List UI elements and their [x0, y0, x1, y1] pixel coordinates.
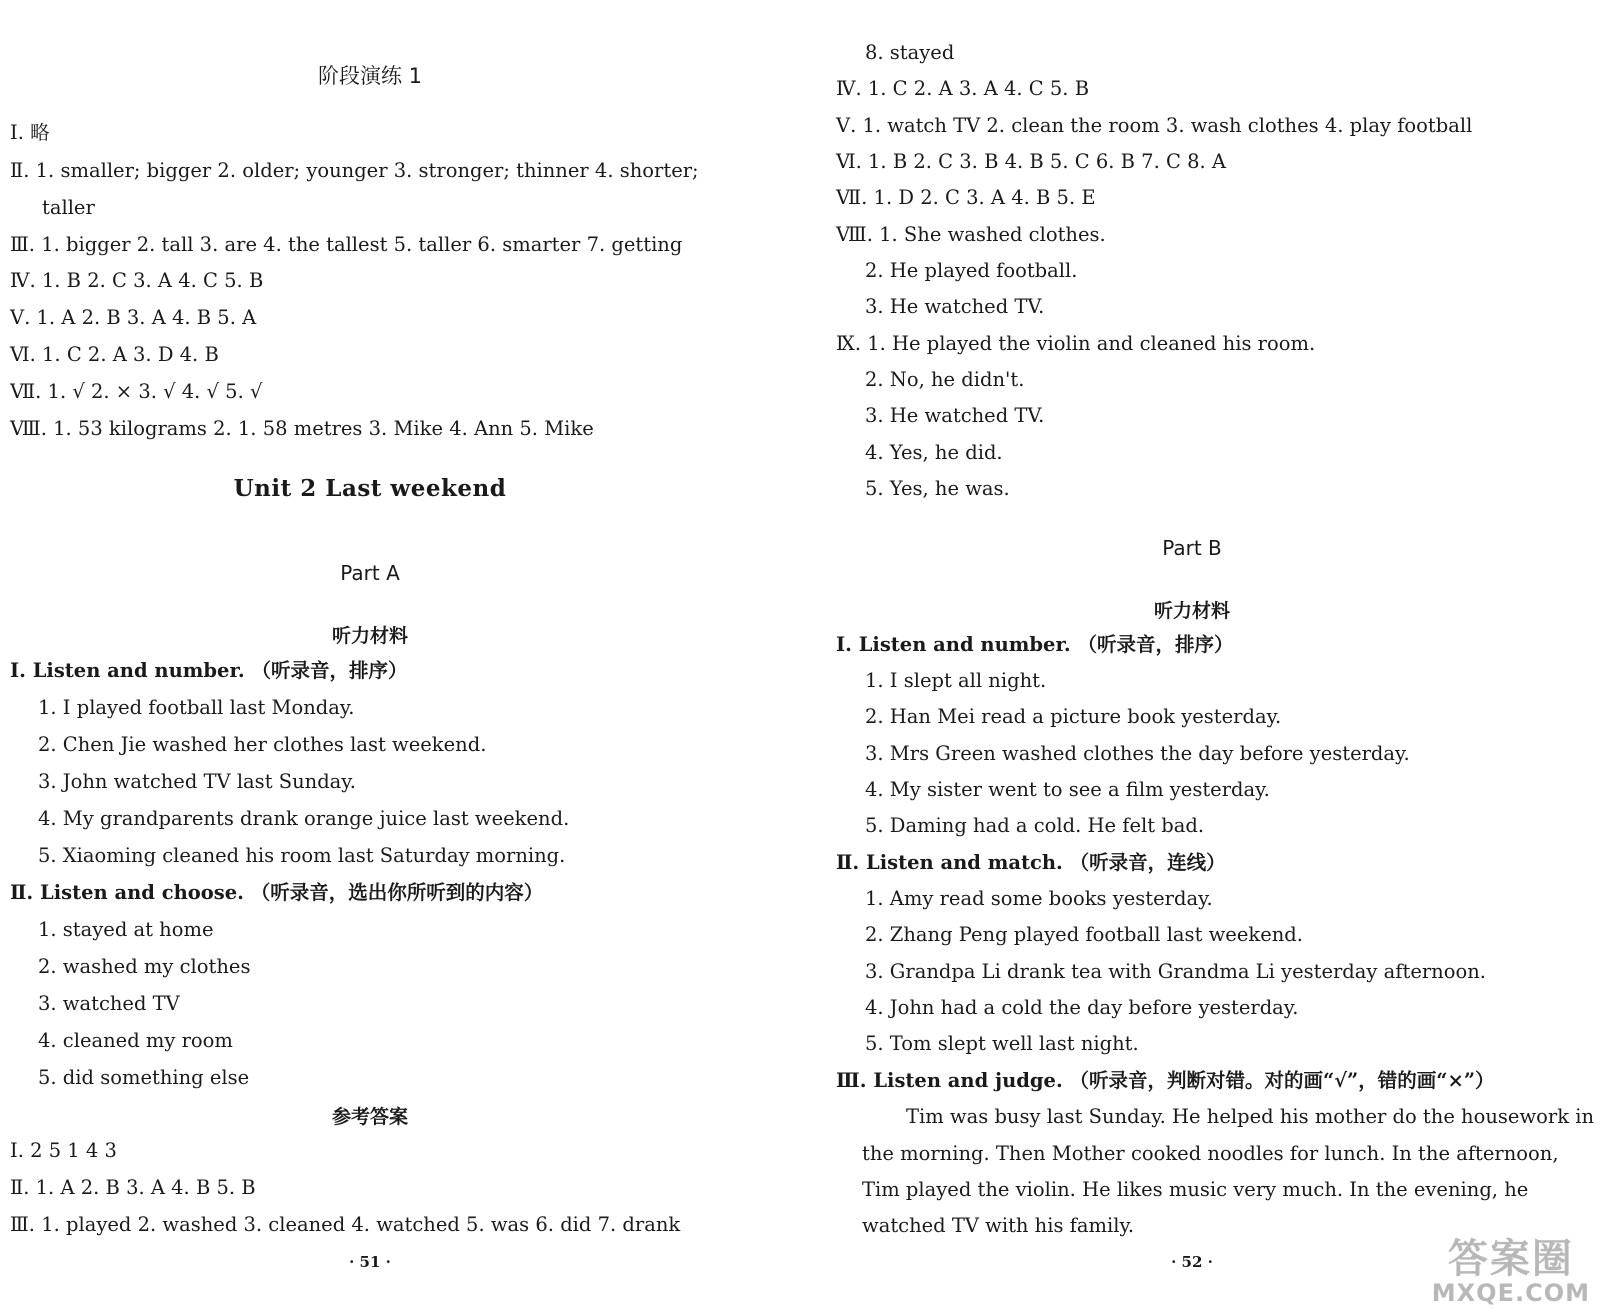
watermark-text: 答案圈 [1447, 1236, 1574, 1282]
stage-title: 阶段演练 1 [317, 64, 423, 88]
part-a-title: Part A [340, 561, 400, 585]
stage-answer-line: Ⅳ. 1. B 2. C 3. A 4. C 5. B [10, 269, 264, 292]
list-item: 4. cleaned my room [38, 1029, 233, 1052]
list-item: 4. John had a cold the day before yesterday. [865, 996, 1299, 1019]
section-heading: Ⅱ. Listen and choose. （听录音，选出你所听到的内容） [10, 881, 544, 904]
answer-line: 8. stayed [865, 41, 955, 64]
list-item: 1. Amy read some books yesterday. [865, 887, 1213, 910]
stage-answer-line: Ⅲ. 1. bigger 2. tall 3. are 4. the tallest 5. taller 6. smarter 7. getting [10, 233, 683, 256]
unit-title: Unit 2 Last weekend [233, 475, 507, 502]
answer-line: Ⅰ. 2 5 1 4 3 [10, 1139, 117, 1162]
answer-line: 4. Yes, he did. [865, 441, 1003, 464]
listening-title-a: 听力材料 [331, 625, 408, 647]
watermark-url: MXQE.COM [1431, 1279, 1590, 1307]
answer-line: Ⅷ. 1. She washed clothes. [836, 223, 1106, 246]
section-heading: Ⅱ. Listen and match. （听录音，连线） [836, 851, 1226, 874]
list-item: 1. stayed at home [38, 918, 214, 941]
list-item: 5. Daming had a cold. He felt bad. [865, 814, 1205, 837]
list-item: 1. I played football last Monday. [38, 696, 355, 719]
passage-line: Tim was busy last Sunday. He helped his mother do the housework in [906, 1105, 1595, 1128]
stage-answer-line: Ⅱ. 1. smaller; bigger 2. older; younger 3. stronger; thinner 4. shorter; [10, 159, 699, 182]
page-number-left: · 51 · [349, 1253, 391, 1271]
answer-line: Ⅶ. 1. D 2. C 3. A 4. B 5. E [836, 186, 1096, 209]
section-heading: Ⅰ. Listen and number. （听录音，排序） [836, 633, 1234, 656]
list-item: 2. Chen Jie washed her clothes last weekend. [38, 733, 487, 756]
list-item: 2. washed my clothes [38, 955, 251, 978]
listening-title-b: 听力材料 [1153, 600, 1230, 622]
passage-line: Tim played the violin. He likes music very much. In the evening, he [862, 1178, 1529, 1201]
stage-answer-line: Ⅷ. 1. 53 kilograms 2. 1. 58 metres 3. Mike 4. Ann 5. Mike [10, 417, 594, 440]
stage-answer-line: Ⅶ. 1. √ 2. × 3. √ 4. √ 5. √ [10, 380, 263, 403]
passage-line: the morning. Then Mother cooked noodles for lunch. In the afternoon, [862, 1142, 1559, 1165]
watermark [1432, 1238, 1590, 1306]
answer-line: 2. He played football. [865, 259, 1078, 282]
list-item: 3. Mrs Green washed clothes the day before yesterday. [865, 742, 1410, 765]
list-item: 3. John watched TV last Sunday. [38, 770, 356, 793]
stage-answer-line: Ⅴ. 1. A 2. B 3. A 4. B 5. A [10, 306, 257, 329]
list-item: 1. I slept all night. [865, 669, 1047, 692]
answer-line: Ⅴ. 1. watch TV 2. clean the room 3. wash clothes 4. play football [836, 114, 1473, 137]
answer-line: 5. Yes, he was. [865, 477, 1010, 500]
answer-line: Ⅳ. 1. C 2. A 3. A 4. C 5. B [836, 77, 1090, 100]
answer-line: Ⅲ. 1. played 2. washed 3. cleaned 4. watched 5. was 6. did 7. drank [10, 1213, 681, 1236]
section-heading: Ⅰ. Listen and number. （听录音，排序） [10, 659, 408, 682]
list-item: 4. My sister went to see a film yesterday. [865, 778, 1270, 801]
list-item: 4. My grandparents drank orange juice last weekend. [38, 807, 570, 830]
part-b-title: Part B [1162, 536, 1222, 560]
stage-answer-line: Ⅰ. 略 [10, 121, 50, 144]
list-item: 5. did something else [38, 1066, 250, 1089]
answer-line: 2. No, he didn't. [865, 368, 1025, 391]
list-item: 2. Zhang Peng played football last weekend. [865, 923, 1303, 946]
list-item: 5. Tom slept well last night. [865, 1032, 1139, 1055]
list-item: 2. Han Mei read a picture book yesterday. [865, 705, 1282, 728]
answers-title: 参考答案 [331, 1106, 408, 1128]
answer-line: 3. He watched TV. [865, 404, 1045, 427]
answer-line: 3. He watched TV. [865, 295, 1045, 318]
stage-answer-line: taller [42, 196, 95, 219]
answer-line: Ⅸ. 1. He played the violin and cleaned his room. [836, 332, 1316, 355]
answer-line: Ⅵ. 1. B 2. C 3. B 4. B 5. C 6. B 7. C 8. A [836, 150, 1226, 173]
stage-answer-line: Ⅵ. 1. C 2. A 3. D 4. B [10, 343, 219, 366]
section-heading: Ⅲ. Listen and judge. （听录音，判断对错。对的画“√”，错的画“×”） [836, 1069, 1495, 1092]
page-number-right: · 52 · [1171, 1253, 1213, 1271]
list-item: 5. Xiaoming cleaned his room last Saturday morning. [38, 844, 566, 867]
list-item: 3. Grandpa Li drank tea with Grandma Li yesterday afternoon. [865, 960, 1486, 983]
passage-line: watched TV with his family. [862, 1214, 1135, 1237]
list-item: 3. watched TV [38, 992, 180, 1015]
answer-line: Ⅱ. 1. A 2. B 3. A 4. B 5. B [10, 1176, 256, 1199]
